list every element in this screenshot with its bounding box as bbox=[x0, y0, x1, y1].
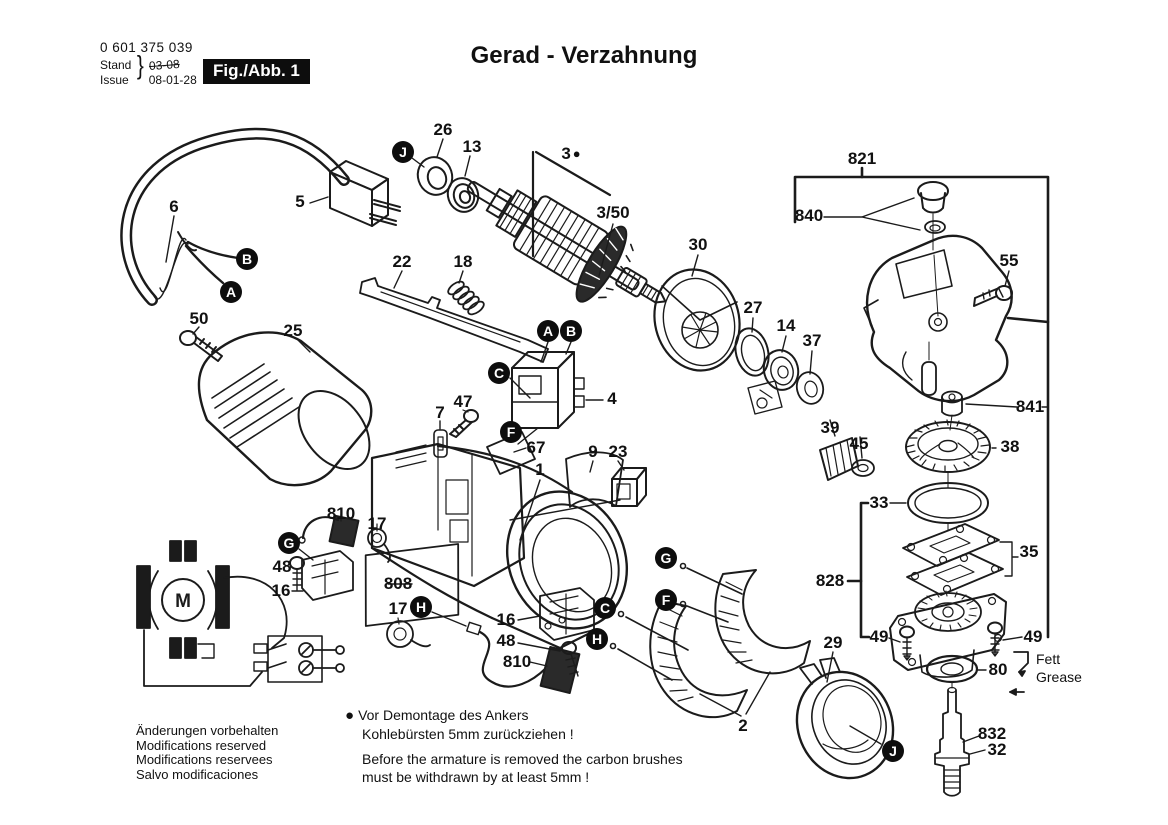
letter-callout-H: H bbox=[586, 628, 608, 650]
spring-18-drawing bbox=[446, 279, 486, 317]
armature-dot-marker: ● bbox=[572, 146, 581, 161]
part-label-55: 55 bbox=[999, 251, 1019, 270]
grease-note bbox=[1036, 650, 1082, 686]
letter-callout-B: B bbox=[560, 320, 582, 342]
part-label-33: 33 bbox=[869, 493, 889, 512]
part-label-810: 810 bbox=[502, 652, 532, 671]
type-number: 0 601 375 039 bbox=[100, 40, 193, 55]
brush-warning-note bbox=[345, 706, 683, 786]
housing-cap-drawing bbox=[199, 332, 384, 485]
letter-callout-A: A bbox=[537, 320, 559, 342]
part-label-9: 9 bbox=[588, 442, 598, 461]
modification-notice-line-3: Modifications reservees bbox=[136, 752, 273, 767]
fan-baffle-30-drawing bbox=[644, 255, 750, 380]
part-label-29: 29 bbox=[823, 633, 843, 652]
part-label-48: 48 bbox=[272, 557, 292, 576]
part-label-828: 828 bbox=[815, 571, 845, 590]
power-cord-drawing bbox=[126, 134, 344, 300]
part-label-80: 80 bbox=[988, 660, 1008, 679]
figure-number-badge: Fig./Abb. 1 bbox=[203, 59, 310, 84]
switch-4-drawing bbox=[510, 342, 603, 444]
part-label-23: 23 bbox=[608, 442, 628, 461]
modification-notice bbox=[136, 724, 278, 782]
part-label-808: 808 bbox=[383, 574, 413, 593]
part-label-39: 39 bbox=[820, 418, 840, 437]
part-label-16: 16 bbox=[271, 581, 291, 600]
air-guide-29-drawing bbox=[781, 652, 909, 793]
part-label-32: 32 bbox=[987, 740, 1007, 759]
letter-callout-J: J bbox=[882, 740, 904, 762]
part-label-832: 832 bbox=[977, 724, 1007, 743]
part-label-1: 1 bbox=[535, 460, 545, 479]
letter-callout-G: G bbox=[655, 547, 677, 569]
screw-50-drawing bbox=[180, 327, 222, 361]
gear-head-housing-drawing bbox=[824, 182, 1048, 430]
part-label-6: 6 bbox=[169, 197, 179, 216]
bracket-828 bbox=[848, 503, 869, 637]
part-label-47: 47 bbox=[453, 392, 473, 411]
gaskets-35-drawing bbox=[903, 523, 1018, 595]
warning-de-line1: Vor Demontage des Ankers bbox=[358, 707, 529, 723]
part-label-30: 30 bbox=[688, 235, 708, 254]
modification-notice-line-2: Modifications reserved bbox=[136, 737, 267, 753]
warning-en-line2: must be withdrawn by at least 5mm ! bbox=[362, 769, 590, 785]
letter-callout-J: J bbox=[392, 141, 414, 163]
part-label-2: 2 bbox=[738, 716, 748, 735]
grease-note-en: Grease bbox=[1036, 669, 1082, 685]
issue-date: 08-01-28 bbox=[148, 73, 197, 87]
page-title: Gerad - Verzahnung bbox=[470, 42, 698, 69]
part-label-35: 35 bbox=[1019, 542, 1039, 561]
superseded-date: 03-08 bbox=[148, 56, 180, 74]
motor-schematic-drawing bbox=[137, 541, 344, 686]
letter-callout-B: B bbox=[236, 248, 258, 270]
part-label-840: 840 bbox=[794, 206, 824, 225]
bracket-821 bbox=[795, 168, 1048, 637]
letter-callout-A: A bbox=[220, 281, 242, 303]
part-label-67: 67 bbox=[526, 438, 546, 457]
part-label-5: 5 bbox=[295, 192, 305, 211]
part-label-22: 22 bbox=[392, 252, 412, 271]
field-coils-drawing bbox=[611, 564, 811, 718]
warning-de-line2: Kohlebürsten 5mm zurückziehen ! bbox=[362, 726, 574, 742]
letter-callout-C: C bbox=[594, 597, 616, 619]
part-label-13: 13 bbox=[462, 137, 482, 156]
part-label-7: 7 bbox=[435, 403, 445, 422]
part-label-49: 49 bbox=[869, 627, 889, 646]
part-label-18: 18 bbox=[453, 252, 473, 271]
letter-callout-F: F bbox=[500, 421, 522, 443]
modification-notice-line-1: Änderungen vorbehalten bbox=[136, 723, 279, 738]
issue-label: Issue bbox=[100, 73, 129, 87]
part-label-4: 4 bbox=[607, 389, 617, 408]
part-label-38: 38 bbox=[1000, 437, 1020, 456]
motor-symbol: M bbox=[175, 591, 191, 612]
plug-drawing bbox=[310, 161, 400, 226]
stand-label: Stand bbox=[100, 58, 132, 72]
part-label-25: 25 bbox=[283, 321, 303, 340]
armature-drawing bbox=[447, 148, 687, 339]
part-label-821: 821 bbox=[847, 149, 877, 168]
part-label-841: 841 bbox=[1015, 397, 1045, 416]
modification-notice-line-4: Salvo modificaciones bbox=[136, 766, 259, 782]
part-label-3-50: 3/50 bbox=[596, 203, 630, 222]
warning-en-line1: Before the armature is removed the carbon brushes bbox=[362, 751, 683, 767]
part-label-26: 26 bbox=[433, 120, 453, 139]
part-label-27: 27 bbox=[743, 298, 763, 317]
part-label-37: 37 bbox=[802, 331, 822, 350]
brace-glyph: } bbox=[136, 50, 144, 80]
bearing-flange-drawing bbox=[889, 591, 1022, 796]
lever-22-drawing bbox=[360, 271, 548, 362]
letter-callout-F: F bbox=[655, 589, 677, 611]
letter-callout-H: H bbox=[410, 596, 432, 618]
bullet-icon: ● bbox=[345, 707, 355, 724]
part-label-50: 50 bbox=[189, 309, 209, 328]
part-label-14: 14 bbox=[776, 316, 796, 335]
grease-arrows bbox=[1010, 652, 1028, 695]
part-label-17: 17 bbox=[388, 599, 408, 618]
part-label-17: 17 bbox=[367, 514, 387, 533]
part-label-45: 45 bbox=[849, 434, 869, 453]
crown-gear-38-drawing bbox=[890, 420, 996, 523]
part-label-48: 48 bbox=[496, 631, 516, 650]
part-label-49: 49 bbox=[1023, 627, 1043, 646]
letter-callout-C: C bbox=[488, 362, 510, 384]
part-label-810: 810 bbox=[326, 504, 356, 523]
part-label-3: 3 ● bbox=[561, 144, 581, 163]
letter-callout-G: G bbox=[278, 532, 300, 554]
grease-note-de: Fett bbox=[1036, 651, 1061, 667]
part-label-16: 16 bbox=[496, 610, 516, 629]
